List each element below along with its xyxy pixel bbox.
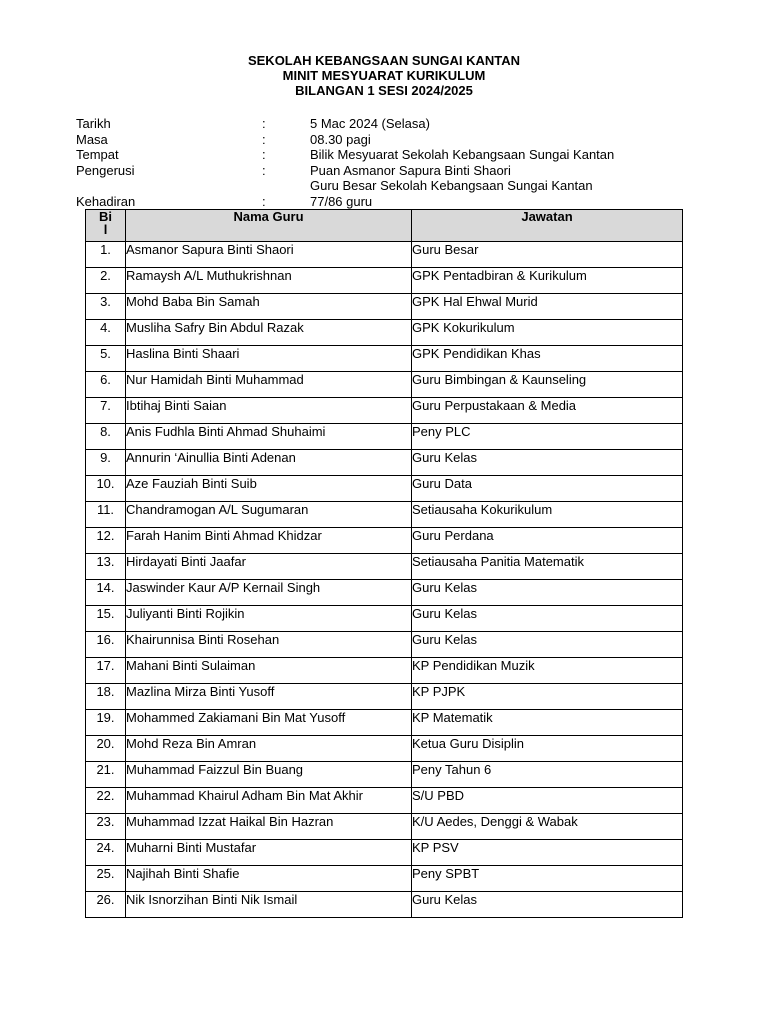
row-number: 9. <box>86 450 126 476</box>
teacher-name: Ibtihaj Binti Saian <box>126 398 412 424</box>
meta-row-pengerusi <box>76 163 696 179</box>
row-number: 12. <box>86 528 126 554</box>
table-row <box>86 814 683 840</box>
table-row <box>86 866 683 892</box>
teacher-name: Muhammad Faizzul Bin Buang <box>126 762 412 788</box>
teacher-name: Ramaysh A/L Muthukrishnan <box>126 268 412 294</box>
attendance-table <box>85 209 683 918</box>
table-row <box>86 632 683 658</box>
teacher-name: Mohd Reza Bin Amran <box>126 736 412 762</box>
bil-column-header: Bi l <box>86 210 126 242</box>
masa-value: 08.30 pagi <box>310 131 371 147</box>
teacher-position: GPK Pentadbiran & Kurikulum <box>412 268 683 294</box>
teacher-position: GPK Pendidikan Khas <box>412 346 683 372</box>
row-number: 13. <box>86 554 126 580</box>
teacher-position: Guru Kelas <box>412 450 683 476</box>
teacher-position: GPK Kokurikulum <box>412 320 683 346</box>
row-number: 23. <box>86 814 126 840</box>
row-number: 3. <box>86 294 126 320</box>
teacher-position: K/U Aedes, Denggi & Wabak <box>412 814 683 840</box>
row-number: 20. <box>86 736 126 762</box>
row-number: 22. <box>86 788 126 814</box>
row-number: 14. <box>86 580 126 606</box>
teacher-name: Mohammed Zakiamani Bin Mat Yusoff <box>126 710 412 736</box>
table-row <box>86 424 683 450</box>
colon: : <box>262 131 266 147</box>
row-number: 8. <box>86 424 126 450</box>
table-row <box>86 372 683 398</box>
teacher-position: Guru Kelas <box>412 580 683 606</box>
teacher-name: Haslina Binti Shaari <box>126 346 412 372</box>
teacher-position: Setiausaha Kokurikulum <box>412 502 683 528</box>
row-number: 10. <box>86 476 126 502</box>
tempat-value: Bilik Mesyuarat Sekolah Kebangsaan Sungai Kantan <box>310 147 615 163</box>
table-row <box>86 268 683 294</box>
table-row <box>86 320 683 346</box>
table-row <box>86 606 683 632</box>
row-number: 2. <box>86 268 126 294</box>
colon: : <box>262 162 266 178</box>
teacher-position: Guru Kelas <box>412 892 683 918</box>
row-number: 4. <box>86 320 126 346</box>
row-number: 5. <box>86 346 126 372</box>
colon: : <box>262 116 266 131</box>
meeting-number: BILANGAN 1 SESI 2024/2025 <box>295 83 473 98</box>
table-row <box>86 398 683 424</box>
teacher-name: Khairunnisa Binti Rosehan <box>126 632 412 658</box>
teacher-name: Mohd Baba Bin Samah <box>126 294 412 320</box>
row-number: 6. <box>86 372 126 398</box>
teacher-position: Peny SPBT <box>412 866 683 892</box>
teacher-name: Farah Hanim Binti Ahmad Khidzar <box>126 528 412 554</box>
row-number: 1. <box>86 242 126 268</box>
table-row <box>86 450 683 476</box>
teacher-name: Muharni Binti Mustafar <box>126 840 412 866</box>
meta-row-kehadiran <box>76 194 696 210</box>
document-header <box>0 53 768 98</box>
teacher-name: Asmanor Sapura Binti Shaori <box>126 242 412 268</box>
teacher-name: Hirdayati Binti Jaafar <box>126 554 412 580</box>
teacher-name: Musliha Safry Bin Abdul Razak <box>126 320 412 346</box>
kehadiran-value: 77/86 guru <box>310 193 373 209</box>
row-number: 11. <box>86 502 126 528</box>
meta-row-pengerusi-title <box>76 178 696 194</box>
teacher-name: Mazlina Mirza Binti Yusoff <box>126 684 412 710</box>
colon: : <box>262 147 266 163</box>
teacher-name: Nur Hamidah Binti Muhammad <box>126 372 412 398</box>
table-row <box>86 762 683 788</box>
table-row <box>86 788 683 814</box>
table-row <box>86 892 683 918</box>
meta-row-masa <box>76 132 696 148</box>
masa-label: Masa <box>76 131 108 147</box>
table-row <box>86 658 683 684</box>
table-row <box>86 502 683 528</box>
tarikh-label: Tarikh <box>76 116 111 131</box>
teacher-position: Setiausaha Panitia Matematik <box>412 554 683 580</box>
school-name: SEKOLAH KEBANGSAAN SUNGAI KANTAN <box>247 53 521 68</box>
name-column-header: Nama Guru <box>126 210 412 242</box>
table-row <box>86 476 683 502</box>
row-number: 7. <box>86 398 126 424</box>
table-header-row <box>86 210 683 242</box>
teacher-position: Guru Data <box>412 476 683 502</box>
teacher-position: Peny PLC <box>412 424 683 450</box>
row-number: 26. <box>86 892 126 918</box>
table-body <box>86 242 683 918</box>
teacher-position: GPK Hal Ehwal Murid <box>412 294 683 320</box>
table-row <box>86 736 683 762</box>
row-number: 25. <box>86 866 126 892</box>
teacher-name: Najihah Binti Shafie <box>126 866 412 892</box>
teacher-position: S/U PBD <box>412 788 683 814</box>
row-number: 17. <box>86 658 126 684</box>
pengerusi-title-value: Guru Besar Sekolah Kebangsaan Sungai Kantan <box>310 178 593 194</box>
teacher-position: Guru Bimbingan & Kaunseling <box>412 372 683 398</box>
meeting-details <box>76 116 696 210</box>
pengerusi-value: Puan Asmanor Sapura Binti Shaori <box>310 162 511 178</box>
teacher-name: Chandramogan A/L Sugumaran <box>126 502 412 528</box>
teacher-name: Anis Fudhla Binti Ahmad Shuhaimi <box>126 424 412 450</box>
table-row <box>86 554 683 580</box>
teacher-name: Nik Isnorzihan Binti Nik Ismail <box>126 892 412 918</box>
teacher-name: Aze Fauziah Binti Suib <box>126 476 412 502</box>
table-row <box>86 294 683 320</box>
teacher-name: Annurin ‘Ainullia Binti Adenan <box>126 450 412 476</box>
teacher-name: Muhammad Khairul Adham Bin Mat Akhir <box>126 788 412 814</box>
meta-row-tarikh <box>76 116 696 132</box>
table-row <box>86 528 683 554</box>
teacher-position: KP PSV <box>412 840 683 866</box>
role-column-header: Jawatan <box>412 210 683 242</box>
minutes-title: MINIT MESYUARAT KURIKULUM <box>282 68 486 83</box>
meta-row-tempat <box>76 147 696 163</box>
pengerusi-label: Pengerusi <box>76 162 135 178</box>
row-number: 15. <box>86 606 126 632</box>
teacher-position: Ketua Guru Disiplin <box>412 736 683 762</box>
teacher-position: KP Pendidikan Muzik <box>412 658 683 684</box>
teacher-name: Juliyanti Binti Rojikin <box>126 606 412 632</box>
row-number: 21. <box>86 762 126 788</box>
teacher-position: Guru Perpustakaan & Media <box>412 398 683 424</box>
tarikh-value: 5 Mac 2024 (Selasa) <box>310 116 430 131</box>
kehadiran-label: Kehadiran <box>76 193 136 209</box>
teacher-position: Guru Perdana <box>412 528 683 554</box>
table-row <box>86 710 683 736</box>
table-row <box>86 840 683 866</box>
teacher-name: Jaswinder Kaur A/P Kernail Singh <box>126 580 412 606</box>
teacher-position: Guru Kelas <box>412 632 683 658</box>
table-row <box>86 346 683 372</box>
teacher-position: KP Matematik <box>412 710 683 736</box>
row-number: 16. <box>86 632 126 658</box>
table-row <box>86 684 683 710</box>
row-number: 24. <box>86 840 126 866</box>
table-row <box>86 242 683 268</box>
row-number: 19. <box>86 710 126 736</box>
colon: : <box>262 193 266 209</box>
teacher-name: Muhammad Izzat Haikal Bin Hazran <box>126 814 412 840</box>
teacher-position: KP PJPK <box>412 684 683 710</box>
teacher-position: Guru Kelas <box>412 606 683 632</box>
tempat-label: Tempat <box>76 147 119 163</box>
teacher-position: Peny Tahun 6 <box>412 762 683 788</box>
teacher-name: Mahani Binti Sulaiman <box>126 658 412 684</box>
row-number: 18. <box>86 684 126 710</box>
table-row <box>86 580 683 606</box>
teacher-position: Guru Besar <box>412 242 683 268</box>
